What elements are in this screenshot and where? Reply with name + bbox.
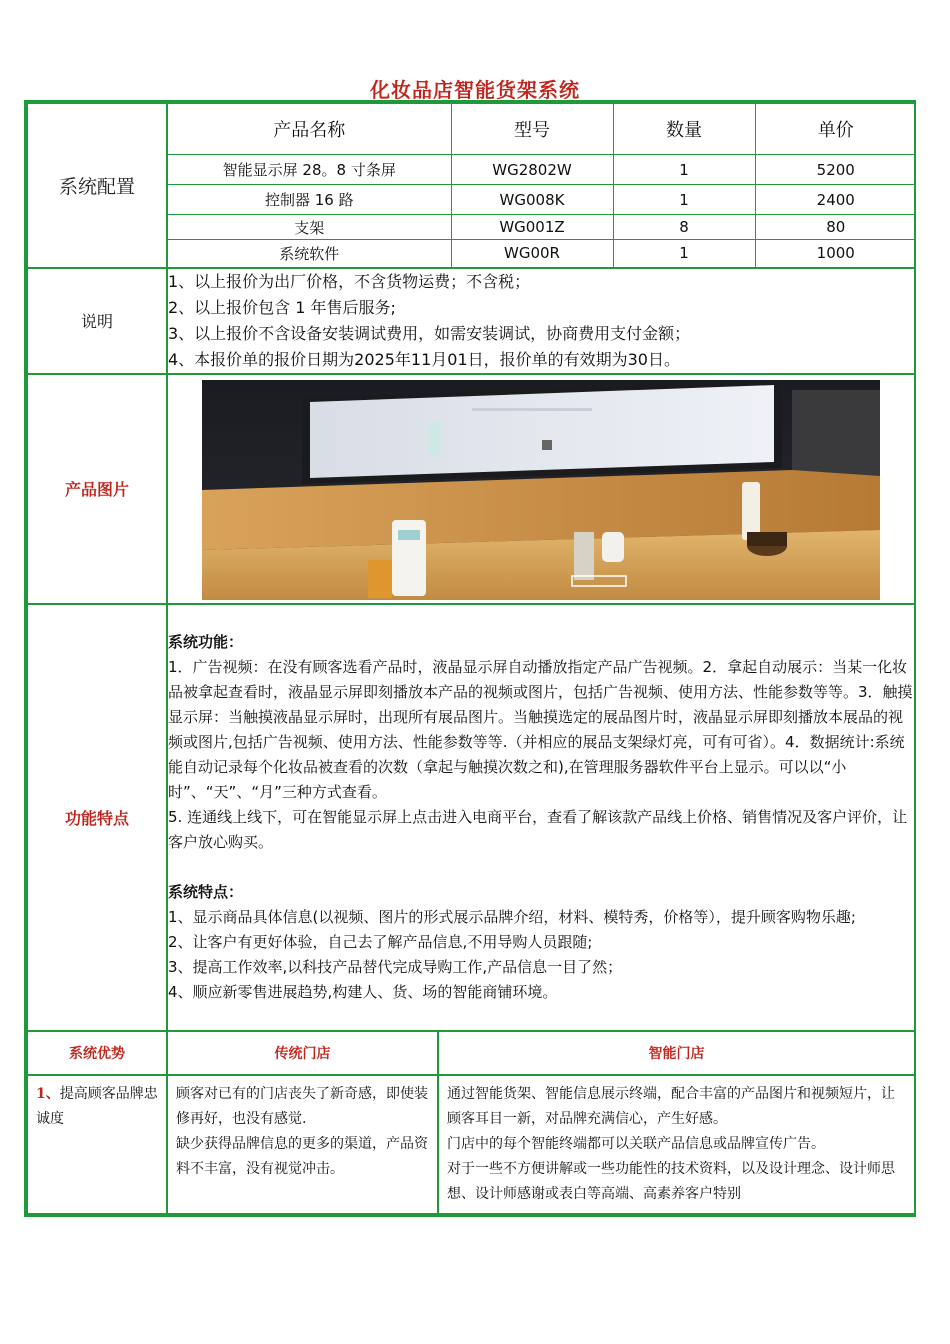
functions-item-5: 5. 连通线上线下，可在智能显示屏上点击进入电商平台，查看了解该款产品线上价格、销售情况及客户评价，让客户放心购买。: [168, 807, 908, 851]
compare-header-smart: 智能门店: [438, 1031, 915, 1075]
cell-name: 支架: [168, 215, 451, 240]
smart-line: 对于一些不方便讲解或一些功能性的技术资料，以及设计理念、设计师思想、设计师感谢或表白等高端、高素养客户特别: [447, 1160, 895, 1202]
cell-model: WG2802W: [451, 155, 613, 185]
photo-section: [27, 374, 915, 604]
cell-qty: 8: [613, 215, 755, 240]
config-header-row: [168, 104, 916, 155]
cell-qty: 1: [613, 240, 755, 267]
traits-title: 系统特点：: [168, 882, 244, 901]
notes-label: 说明: [27, 268, 167, 374]
features-content: [167, 604, 915, 1031]
smart-line: 门店中的每个智能终端都可以关联产品信息或品牌宣传广告。: [447, 1135, 825, 1152]
cell-qty: 1: [613, 185, 755, 215]
functions-title: 系统功能：: [168, 632, 244, 651]
table-row: [168, 185, 916, 215]
cell-model: WG001Z: [451, 215, 613, 240]
document-title: 化妆品店智能货架系统: [370, 78, 580, 102]
features-section: [27, 604, 915, 1031]
cell-name: 控制器 16 路: [168, 185, 451, 215]
advantage-text: 提高顾客品牌忠诚度: [36, 1085, 158, 1127]
cell-price: 2400: [755, 185, 916, 215]
traditional-line: 缺少获得品牌信息的更多的渠道，产品资料不丰富，没有视觉冲击。: [176, 1135, 428, 1177]
traditional-cell: [167, 1075, 438, 1214]
cell-price: 1000: [755, 240, 916, 267]
config-section: [27, 103, 915, 268]
trait-item: 3、提高工作效率,以科技产品替代完成导购工作,产品信息一目了然；: [168, 957, 623, 976]
config-table-cell: [167, 103, 915, 268]
table-row: [168, 240, 916, 267]
config-table: [168, 104, 916, 267]
advantage-cell: [27, 1075, 167, 1214]
cell-model: WG008K: [451, 185, 613, 215]
features-label: 功能特点: [27, 604, 167, 1031]
photo-cell: [167, 374, 915, 604]
compare-header-traditional: 传统门店: [167, 1031, 438, 1075]
cell-price: 5200: [755, 155, 916, 185]
col-header-qty: 数量: [613, 104, 755, 155]
col-header-model: 型号: [451, 104, 613, 155]
table-row: [168, 155, 916, 185]
notes-section: [27, 268, 915, 374]
note-line: 2、以上报价包含 1 年售后服务;: [168, 297, 396, 317]
notes-content: [167, 268, 915, 374]
trait-item: 4、顺应新零售进展趋势,构建人、货、场的智能商铺环境。: [168, 982, 558, 1001]
note-line: 3、以上报价不含设备安装调试费用，如需安装调试，协商费用支付金额；: [168, 323, 691, 343]
smart-cell: [438, 1075, 915, 1214]
compare-header-row: [27, 1031, 915, 1075]
quotation-sheet: [24, 100, 916, 1217]
config-label: 系统配置: [27, 103, 167, 268]
col-header-price: 单价: [755, 104, 916, 155]
col-header-name: 产品名称: [168, 104, 451, 155]
photo-label: 产品图片: [27, 374, 167, 604]
compare-row: [27, 1075, 915, 1214]
functions-text: 1．广告视频：在没有顾客选看产品时，液晶显示屏自动播放指定产品广告视频。2．拿起自动展示：当某一化妆品被拿起查看时，液晶显示屏即刻播放本产品的视频或图片，包括广告视频、使用方法、性能参数等等。3．触摸显示屏：当触摸液晶显示屏时，出现所有展品图片。当触摸选定的展品图片时，液晶显示屏即刻播放本展品的视频或图片,包括广告视频、使用方法、性能参数等等.（并相应的展品支架绿灯亮，可有可省）。4．数据统计:系统能自动记录每个化妆品被查看的次数（拿起与触摸次数之和),在管理服务器软件平台上显示。可以以“小时”、“天”、“月”三种方式查看。: [168, 657, 913, 801]
cell-name: 智能显示屏 28。8 寸条屏: [168, 155, 451, 185]
cell-model: WG00R: [451, 240, 613, 267]
smart-line: 通过智能货架、智能信息展示终端，配合丰富的产品图片和视频短片，让顾客耳目一新，对品牌充满信心，产生好感。: [447, 1085, 895, 1127]
cell-price: 80: [755, 215, 916, 240]
note-line: 4、本报价单的报价日期为2025年11月01日，报价单的有效期为30日。: [168, 349, 680, 369]
main-table: [26, 102, 916, 1215]
advantage-number: 1、: [36, 1085, 60, 1102]
trait-item: 1、显示商品具体信息(以视频、图片的形式展示品牌介绍，材料、模特秀，价格等），提升顾客购物乐趣;: [168, 907, 856, 926]
table-row: [168, 215, 916, 240]
product-photo: [168, 380, 914, 598]
cell-name: 系统软件: [168, 240, 451, 267]
compare-header-advantage: 系统优势: [27, 1031, 167, 1075]
product-photo-illustration: [202, 380, 880, 600]
spacer: [168, 855, 914, 880]
trait-item: 2、让客户有更好体验，自己去了解产品信息,不用导购人员跟随;: [168, 932, 593, 951]
note-line: 1、以上报价为出厂价格，不含货物运费；不含税；: [168, 271, 531, 291]
cell-qty: 1: [613, 155, 755, 185]
traditional-line: 顾客对已有的门店丧失了新奇感，即使装修再好，也没有感觉.: [176, 1085, 428, 1127]
